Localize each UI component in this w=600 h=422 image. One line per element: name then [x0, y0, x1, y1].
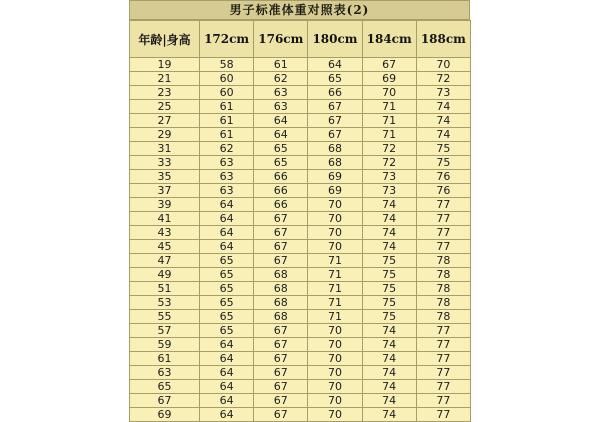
weight-cell: 64: [200, 408, 254, 422]
weight-cell: 77: [416, 394, 470, 408]
weight-cell: 67: [308, 114, 362, 128]
weight-cell: 64: [254, 114, 308, 128]
weight-cell: 67: [254, 212, 308, 226]
weight-cell: 64: [200, 240, 254, 254]
weight-cell: 71: [362, 128, 416, 142]
weight-cell: 64: [200, 352, 254, 366]
height-header: 172cm: [200, 21, 254, 58]
weight-cell: 70: [308, 366, 362, 380]
weight-cell: 64: [200, 198, 254, 212]
age-cell: 63: [130, 366, 200, 380]
weight-cell: 67: [308, 100, 362, 114]
weight-cell: 68: [308, 156, 362, 170]
table-row: [130, 296, 471, 310]
weight-cell: 77: [416, 338, 470, 352]
weight-cell: 67: [254, 380, 308, 394]
weight-cell: 61: [200, 128, 254, 142]
table-row: [130, 408, 471, 422]
weight-cell: 73: [362, 170, 416, 184]
weight-cell: 64: [200, 226, 254, 240]
weight-cell: 74: [362, 198, 416, 212]
weight-cell: 63: [200, 184, 254, 198]
weight-cell: 65: [308, 72, 362, 86]
weight-cell: 70: [308, 408, 362, 422]
age-cell: 57: [130, 324, 200, 338]
weight-cell: 62: [200, 142, 254, 156]
weight-cell: 78: [416, 282, 470, 296]
weight-cell: 67: [254, 366, 308, 380]
weight-cell: 72: [416, 72, 470, 86]
weight-cell: 68: [254, 282, 308, 296]
weight-cell: 64: [308, 58, 362, 72]
weight-cell: 70: [308, 380, 362, 394]
weight-cell: 67: [254, 338, 308, 352]
weight-cell: 69: [362, 72, 416, 86]
weight-cell: 67: [254, 352, 308, 366]
weight-cell: 77: [416, 366, 470, 380]
weight-cell: 66: [308, 86, 362, 100]
weight-cell: 71: [308, 282, 362, 296]
weight-cell: 71: [308, 296, 362, 310]
age-cell: 47: [130, 254, 200, 268]
weight-cell: 70: [416, 58, 470, 72]
weight-cell: 65: [200, 296, 254, 310]
weight-cell: 71: [308, 254, 362, 268]
table-row: [130, 380, 471, 394]
weight-cell: 76: [416, 184, 470, 198]
weight-cell: 68: [254, 268, 308, 282]
weight-cell: 74: [362, 226, 416, 240]
weight-cell: 71: [362, 100, 416, 114]
weight-cell: 67: [362, 58, 416, 72]
table-row: [130, 86, 471, 100]
weight-cell: 65: [200, 282, 254, 296]
weight-cell: 58: [200, 58, 254, 72]
weight-cell: 78: [416, 296, 470, 310]
table-row: [130, 100, 471, 114]
weight-cell: 65: [254, 142, 308, 156]
weight-cell: 77: [416, 198, 470, 212]
weight-cell: 74: [362, 212, 416, 226]
table-row: [130, 184, 471, 198]
table-row: [130, 254, 471, 268]
weight-cell: 76: [416, 170, 470, 184]
table-row: [130, 198, 471, 212]
weight-cell: 73: [416, 86, 470, 100]
weight-cell: 74: [362, 338, 416, 352]
age-cell: 45: [130, 240, 200, 254]
weight-cell: 74: [362, 408, 416, 422]
weight-cell: 72: [362, 156, 416, 170]
weight-cell: 67: [254, 254, 308, 268]
weight-cell: 60: [200, 72, 254, 86]
age-cell: 69: [130, 408, 200, 422]
weight-cell: 75: [362, 254, 416, 268]
age-cell: 61: [130, 352, 200, 366]
weight-cell: 74: [416, 114, 470, 128]
age-cell: 37: [130, 184, 200, 198]
weight-cell: 78: [416, 268, 470, 282]
table-row: [130, 338, 471, 352]
weight-cell: 65: [200, 310, 254, 324]
weight-cell: 75: [416, 142, 470, 156]
weight-cell: 75: [362, 282, 416, 296]
weight-cell: 70: [308, 240, 362, 254]
table-row: [130, 394, 471, 408]
weight-cell: 65: [200, 324, 254, 338]
weight-cell: 75: [416, 156, 470, 170]
weight-cell: 62: [254, 72, 308, 86]
age-cell: 29: [130, 128, 200, 142]
weight-cell: 63: [254, 100, 308, 114]
table-row: [130, 170, 471, 184]
weight-cell: 74: [362, 394, 416, 408]
weight-cell: 66: [254, 170, 308, 184]
weight-cell: 66: [254, 198, 308, 212]
weight-cell: 64: [200, 394, 254, 408]
table-row: [130, 324, 471, 338]
weight-cell: 74: [416, 128, 470, 142]
weight-cell: 65: [200, 254, 254, 268]
weight-cell: 77: [416, 408, 470, 422]
weight-cell: 71: [362, 114, 416, 128]
weight-cell: 68: [254, 296, 308, 310]
weight-cell: 77: [416, 324, 470, 338]
age-cell: 43: [130, 226, 200, 240]
weight-cell: 67: [254, 226, 308, 240]
age-cell: 51: [130, 282, 200, 296]
table-row: [130, 142, 471, 156]
table-row: [130, 114, 471, 128]
weight-cell: 74: [416, 100, 470, 114]
table-row: [130, 156, 471, 170]
weight-cell: 64: [254, 128, 308, 142]
height-header: 188cm: [416, 21, 470, 58]
weight-cell: 77: [416, 226, 470, 240]
weight-cell: 63: [200, 156, 254, 170]
weight-cell: 70: [308, 198, 362, 212]
weight-cell: 64: [200, 366, 254, 380]
header-row: [130, 21, 471, 58]
corner-header: 年龄|身高: [130, 21, 200, 58]
age-cell: 55: [130, 310, 200, 324]
weight-cell: 75: [362, 268, 416, 282]
age-cell: 53: [130, 296, 200, 310]
weight-cell: 67: [254, 324, 308, 338]
weight-cell: 63: [200, 170, 254, 184]
weight-cell: 70: [308, 324, 362, 338]
weight-cell: 65: [200, 268, 254, 282]
weight-cell: 70: [308, 352, 362, 366]
weight-cell: 74: [362, 352, 416, 366]
weight-cell: 63: [254, 86, 308, 100]
table-row: [130, 366, 471, 380]
weight-cell: 72: [362, 142, 416, 156]
weight-cell: 71: [308, 310, 362, 324]
weight-cell: 77: [416, 380, 470, 394]
weight-cell: 68: [308, 142, 362, 156]
age-cell: 21: [130, 72, 200, 86]
height-header: 180cm: [308, 21, 362, 58]
table-body: [130, 58, 471, 422]
weight-cell: 69: [308, 170, 362, 184]
weight-cell: 61: [200, 114, 254, 128]
weight-cell: 70: [362, 86, 416, 100]
weight-cell: 71: [308, 268, 362, 282]
age-cell: 23: [130, 86, 200, 100]
table-row: [130, 268, 471, 282]
weight-table: [129, 20, 471, 422]
weight-cell: 67: [254, 394, 308, 408]
weight-cell: 61: [254, 58, 308, 72]
weight-cell: 67: [254, 408, 308, 422]
weight-cell: 75: [362, 296, 416, 310]
weight-cell: 74: [362, 240, 416, 254]
weight-cell: 68: [254, 310, 308, 324]
weight-cell: 78: [416, 254, 470, 268]
age-cell: 49: [130, 268, 200, 282]
weight-cell: 69: [308, 184, 362, 198]
weight-cell: 67: [254, 240, 308, 254]
table-row: [130, 72, 471, 86]
weight-cell: 77: [416, 352, 470, 366]
age-cell: 67: [130, 394, 200, 408]
weight-cell: 73: [362, 184, 416, 198]
age-cell: 27: [130, 114, 200, 128]
table-row: [130, 226, 471, 240]
table-title: 男子标准体重对照表(2): [129, 0, 470, 20]
weight-cell: 74: [362, 324, 416, 338]
age-cell: 65: [130, 380, 200, 394]
height-header: 176cm: [254, 21, 308, 58]
table-row: [130, 58, 471, 72]
weight-cell: 70: [308, 394, 362, 408]
age-cell: 59: [130, 338, 200, 352]
weight-cell: 75: [362, 310, 416, 324]
age-cell: 35: [130, 170, 200, 184]
table-row: [130, 352, 471, 366]
weight-cell: 70: [308, 212, 362, 226]
age-cell: 39: [130, 198, 200, 212]
weight-cell: 70: [308, 338, 362, 352]
weight-cell: 77: [416, 240, 470, 254]
table-row: [130, 310, 471, 324]
age-cell: 33: [130, 156, 200, 170]
table-row: [130, 212, 471, 226]
weight-cell: 74: [362, 380, 416, 394]
weight-cell: 66: [254, 184, 308, 198]
weight-cell: 70: [308, 226, 362, 240]
age-cell: 19: [130, 58, 200, 72]
weight-cell: 64: [200, 338, 254, 352]
table-row: [130, 128, 471, 142]
height-header: 184cm: [362, 21, 416, 58]
weight-cell: 74: [362, 366, 416, 380]
weight-cell: 64: [200, 212, 254, 226]
table-row: [130, 240, 471, 254]
age-cell: 25: [130, 100, 200, 114]
age-cell: 41: [130, 212, 200, 226]
weight-cell: 77: [416, 212, 470, 226]
table-row: [130, 282, 471, 296]
weight-cell: 60: [200, 86, 254, 100]
weight-cell: 61: [200, 100, 254, 114]
weight-cell: 67: [308, 128, 362, 142]
weight-cell: 65: [254, 156, 308, 170]
weight-cell: 64: [200, 380, 254, 394]
age-cell: 31: [130, 142, 200, 156]
weight-cell: 78: [416, 310, 470, 324]
